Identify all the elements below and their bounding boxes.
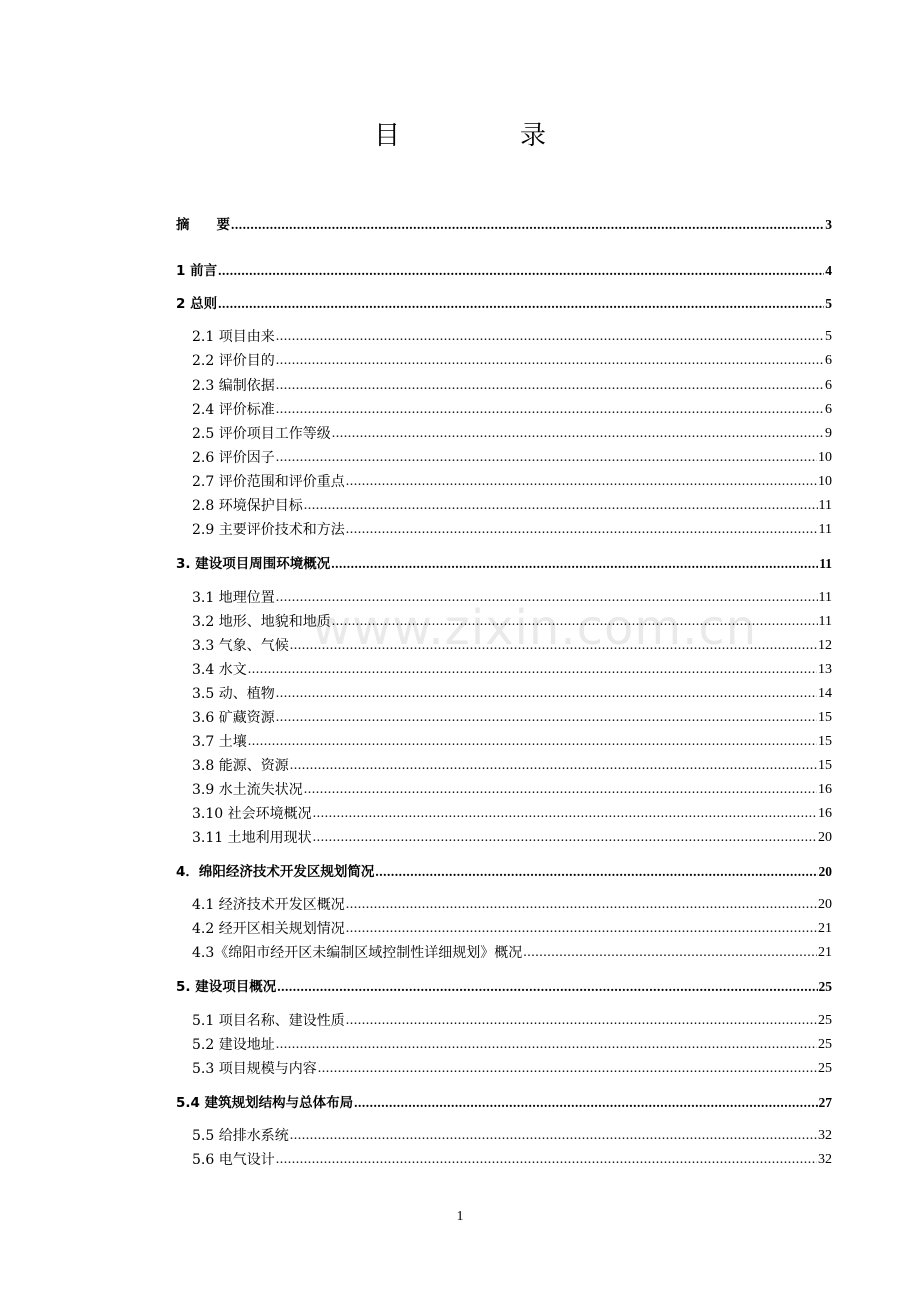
toc-dot-leader [332, 424, 824, 444]
toc-entry-chapter[interactable] [176, 261, 832, 281]
toc-dot-leader [313, 804, 817, 824]
toc-entry-page: 13 [818, 662, 832, 677]
toc-entry-section[interactable] [192, 756, 832, 776]
toc-entry-label: 2.2 评价目的 [192, 353, 275, 369]
toc-entry-chapter[interactable] [176, 977, 832, 997]
toc-entry-label: 5.4 建筑规划结构与总体布局 [176, 1095, 354, 1111]
toc-entry-section[interactable] [192, 400, 832, 420]
toc-entry-section[interactable] [192, 895, 832, 915]
toc-dot-leader [346, 472, 817, 492]
toc-entry-label: 2.8 环境保护目标 [192, 498, 303, 514]
toc-dot-leader [346, 895, 817, 915]
toc-dot-leader [304, 496, 818, 516]
toc-entry-label: 3.8 能源、资源 [192, 758, 289, 774]
toc-dot-leader [331, 554, 818, 574]
toc-entry-label: 3.4 水文 [192, 662, 247, 678]
toc-dot-leader [375, 862, 817, 882]
toc-entry-label: 5. 建设项目概况 [176, 979, 277, 995]
toc-entry-page: 11 [818, 590, 832, 605]
toc-entry-label: 5.1 项目名称、建设性质 [192, 1013, 345, 1029]
toc-entry-page: 16 [818, 782, 832, 797]
toc-entry-page: 5 [825, 296, 832, 311]
toc-dot-leader [304, 780, 817, 800]
toc-entry-page: 6 [825, 402, 832, 417]
toc-entry-page: 9 [825, 426, 832, 441]
toc-entry-page: 11 [818, 614, 832, 629]
toc-entry-section[interactable] [192, 708, 832, 728]
toc-entry-label: 2.5 评价项目工作等级 [192, 426, 331, 442]
toc-entry-section[interactable] [192, 472, 832, 492]
toc-entry-chapter[interactable] [176, 862, 832, 882]
toc-entry-section[interactable] [192, 660, 832, 680]
toc-entry-label: 5.2 建设地址 [192, 1037, 275, 1053]
toc-dot-leader [318, 1059, 817, 1079]
toc-entry-page: 15 [818, 758, 832, 773]
toc-entry-section[interactable] [192, 1126, 832, 1146]
toc-entry-label: 5.5 给排水系统 [192, 1128, 289, 1144]
toc-entry-page: 32 [818, 1152, 832, 1167]
toc-entry-label: 2 总则 [176, 296, 218, 312]
toc-entry-section[interactable] [192, 943, 832, 963]
toc-dot-leader [248, 732, 817, 752]
page-title-char-2: 录 [520, 121, 547, 151]
toc-entry-page: 3 [825, 217, 832, 232]
toc-entry-section[interactable] [192, 588, 832, 608]
toc-entry-label: 3. 建设项目周围环境概况 [176, 556, 331, 572]
toc-entry-label: 2.6 评价因子 [192, 450, 275, 466]
toc-dot-leader [290, 756, 817, 776]
toc-entry-label: 2.3 编制依据 [192, 378, 275, 394]
toc-entry-page: 25 [818, 979, 832, 994]
toc-entry-label: 4.2 经开区相关规划情况 [192, 921, 345, 937]
toc-entry-section[interactable] [192, 919, 832, 939]
toc-entry-section[interactable] [192, 327, 832, 347]
toc-entry-page: 21 [818, 945, 832, 960]
toc-entry-page: 11 [819, 556, 832, 571]
toc-dot-leader [276, 327, 824, 347]
toc-entry-page: 25 [818, 1061, 832, 1076]
toc-entry-section[interactable] [192, 1035, 832, 1055]
toc-entry-label: 4．绵阳经济技术开发区规划简况 [176, 864, 375, 880]
toc-entry-label: 3.11 土地利用现状 [192, 830, 312, 846]
toc-entry-page: 15 [818, 734, 832, 749]
toc-entry-page: 4 [825, 263, 832, 278]
toc-entry-label: 摘 要 [176, 217, 230, 233]
toc-entry-page: 15 [818, 710, 832, 725]
toc-entry-label: 2.9 主要评价技术和方法 [192, 522, 345, 538]
toc-entry-page: 6 [825, 353, 832, 368]
toc-entry-chapter[interactable] [176, 215, 832, 235]
toc-entry-section[interactable] [192, 636, 832, 656]
toc-entry-label: 1 前言 [176, 263, 218, 279]
toc-entry-page: 5 [825, 329, 832, 344]
toc-entry-label: 5.6 电气设计 [192, 1152, 275, 1168]
toc-entry-page: 20 [818, 830, 832, 845]
toc-entry-label: 5.3 项目规模与内容 [192, 1061, 317, 1077]
toc-entry-page: 20 [818, 897, 832, 912]
toc-dot-leader [346, 1011, 817, 1031]
toc-dot-leader [523, 943, 817, 963]
toc-entry-section[interactable] [192, 496, 832, 516]
page-title-char-1: 目 [373, 121, 400, 151]
toc-entry-label: 3.2 地形、地貌和地质 [192, 614, 331, 630]
toc-dot-leader [277, 977, 817, 997]
toc-entry-label: 3.3 气象、气候 [192, 638, 289, 654]
toc-dot-leader [276, 448, 817, 468]
toc-entry-section[interactable] [192, 376, 832, 396]
toc-entry-page: 27 [818, 1095, 832, 1110]
toc-dot-leader [354, 1093, 817, 1113]
toc-entry-label: 3.5 动、植物 [192, 686, 275, 702]
toc-entry-section[interactable] [192, 520, 832, 540]
toc-entry-page: 14 [818, 686, 832, 701]
toc-entry-page: 25 [818, 1037, 832, 1052]
toc-entry-section[interactable] [192, 780, 832, 800]
toc-entry-section[interactable] [192, 1011, 832, 1031]
toc-entry-section[interactable] [192, 1150, 832, 1170]
toc-dot-leader [346, 520, 818, 540]
toc-entry-section[interactable] [192, 448, 832, 468]
toc-entry-page: 25 [818, 1013, 832, 1028]
toc-dot-leader [218, 294, 824, 314]
toc-entry-page: 11 [818, 498, 832, 513]
toc-entry-section[interactable] [192, 732, 832, 752]
toc-entry-label: 3.6 矿藏资源 [192, 710, 275, 726]
toc-entry-section[interactable] [192, 828, 832, 848]
toc-dot-leader [276, 588, 818, 608]
toc-dot-leader [276, 708, 817, 728]
toc-entry-page: 21 [818, 921, 832, 936]
toc-entry-page: 10 [818, 474, 832, 489]
toc-entry-label: 3.1 地理位置 [192, 590, 275, 606]
toc-entry-page: 12 [818, 638, 832, 653]
toc-dot-leader [346, 919, 817, 939]
toc-dot-leader [276, 1150, 817, 1170]
toc-entry-label: 2.4 评价标准 [192, 402, 275, 418]
toc-entry-page: 10 [818, 450, 832, 465]
toc-dot-leader [218, 261, 824, 281]
toc-dot-leader [313, 828, 817, 848]
toc-entry-section[interactable] [192, 684, 832, 704]
toc-entry-label: 3.7 土壤 [192, 734, 247, 750]
toc-entry-section[interactable] [192, 612, 832, 632]
toc-dot-leader [332, 612, 818, 632]
toc-dot-leader [276, 400, 824, 420]
toc-entry-label: 2.7 评价范围和评价重点 [192, 474, 345, 490]
toc-entry-page: 32 [818, 1128, 832, 1143]
toc-dot-leader [276, 351, 824, 371]
toc-entry-page: 16 [818, 806, 832, 821]
toc-entry-label: 4.1 经济技术开发区概况 [192, 897, 345, 913]
toc-entry-section[interactable] [192, 1059, 832, 1079]
toc-entry-section[interactable] [192, 804, 832, 824]
page-number: 1 [456, 1209, 464, 1224]
toc-entry-label: 2.1 项目由来 [192, 329, 275, 345]
toc-entry-chapter[interactable] [176, 554, 832, 574]
toc-entry-section[interactable] [192, 351, 832, 371]
toc-entry-page: 11 [818, 522, 832, 537]
toc-entry-label: 4.3《绵阳市经开区未编制区域控制性详细规划》概况 [192, 945, 523, 961]
toc-entry-chapter[interactable] [176, 294, 832, 314]
toc-dot-leader [276, 1035, 817, 1055]
toc-dot-leader [248, 660, 817, 680]
page-title [0, 118, 920, 154]
toc-entry-label: 3.10 社会环境概况 [192, 806, 312, 822]
toc-entry-chapter[interactable] [176, 1093, 832, 1113]
toc-entry-section[interactable] [192, 424, 832, 444]
watermark: www.zixin.com.cn [312, 600, 758, 656]
toc-entry-page: 6 [825, 378, 832, 393]
toc-dot-leader [231, 215, 824, 235]
toc-dot-leader [290, 1126, 817, 1146]
toc-entry-page: 20 [818, 864, 832, 879]
toc-dot-leader [276, 684, 817, 704]
toc-dot-leader [276, 376, 824, 396]
toc-dot-leader [290, 636, 817, 656]
toc-entry-label: 3.9 水土流失状况 [192, 782, 303, 798]
